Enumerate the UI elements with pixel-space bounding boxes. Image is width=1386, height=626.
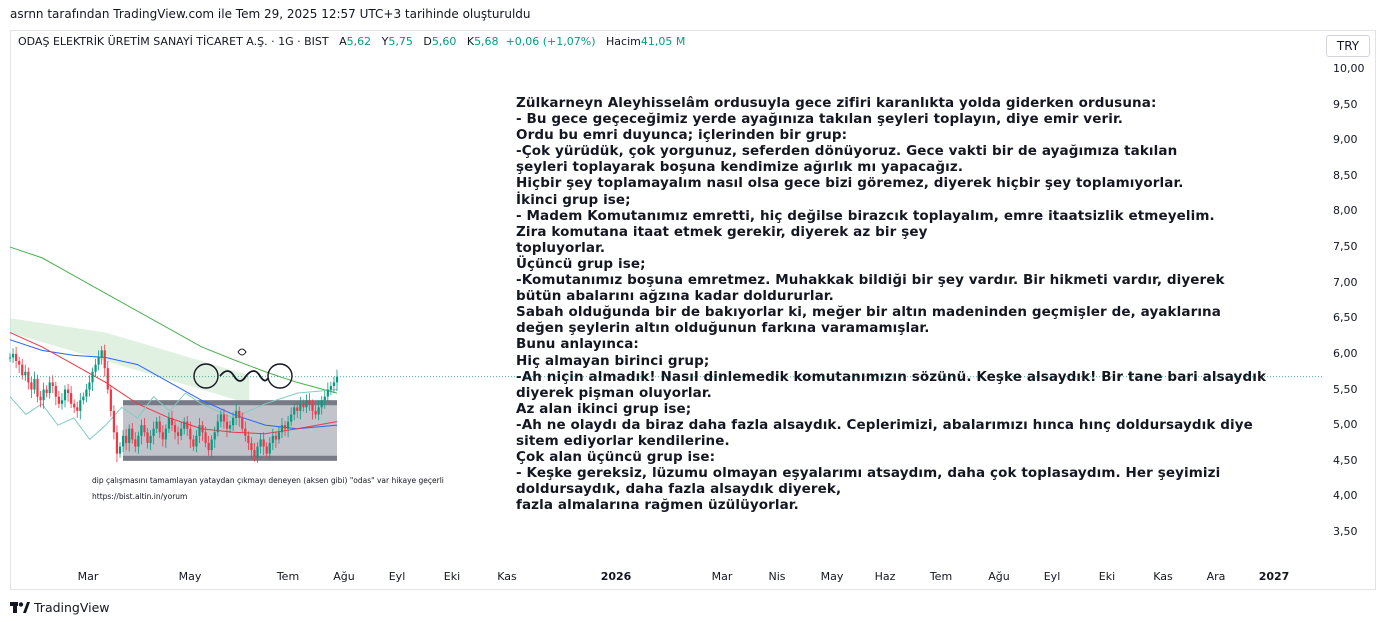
y-tick-label: 7,00 [1333,275,1358,289]
candle-body [156,422,158,429]
candle-body [180,429,182,436]
candle-body [85,390,87,397]
tradingview-brand[interactable] [10,600,110,615]
candle-body [125,436,127,443]
candle-body [214,432,216,439]
x-tick-label: Eyl [1043,570,1061,583]
y-tick-label: 8,00 [1333,204,1358,218]
x-tick-label: Tem [276,570,300,583]
candle-body [55,386,57,397]
y-tick-label: 5,00 [1333,418,1358,432]
x-tick-label: May [820,570,844,583]
candle-body [94,365,96,372]
y-tick-label: 9,50 [1333,97,1358,111]
story-line: değen şeylerin altın olduğunun farkına varamamışlar. [516,320,930,337]
candle-body [116,432,118,453]
story-line: - Madem Komutanımız emretti, hiç değilse birazcık toplayalım, emre itaatsizlik etmeyelim. [516,207,1215,224]
candle-body [64,390,66,401]
y-tick-label: 8,50 [1333,168,1358,182]
story-line: - Keşke gereksiz, lüzumu olmayan eşyalarımı atsaydım, daha çok toplasaydım. Her şeyimizi [516,465,1221,482]
candle-body [143,425,145,432]
candle-body [253,450,255,457]
x-tick-label: Ara [1206,570,1226,583]
x-tick-label: Mar [77,570,99,583]
candle-body [88,382,90,389]
candle-body [308,400,310,404]
story-line: doldursaydık, daha fazla alsaydık diyerek, [516,481,842,498]
candle-body [229,425,231,429]
candle-body [15,354,17,361]
candle-body [171,418,173,425]
candle-body [272,436,274,443]
candle-body [134,439,136,446]
x-tick-label: Haz [874,570,896,583]
candle-body [140,425,142,436]
candle-body [110,390,112,411]
candle-body [284,425,286,429]
brand-name: TradingView [34,600,110,615]
candle-body [76,407,78,411]
candle-body [49,382,51,393]
candle-body [46,390,48,394]
story-line: Bunu anlayınca: [516,336,639,353]
high-value: 5,75 [388,35,413,48]
story-line: -Ah ne olaydı da biraz daha fazla alsaydık. Ceplerimizi, abalarımızı hınca hınç doldursaydık diye [516,416,1253,433]
candle-body [30,382,32,389]
story-line: Az alan ikinci grup ise; [516,400,692,417]
candle-body [186,422,188,429]
candle-body [311,404,313,411]
candle-body [232,418,234,425]
candle-body [238,411,240,418]
x-tick-label: Mar [711,570,733,583]
candle-body [113,411,115,432]
candle-body [174,425,176,432]
candle-body [39,397,41,401]
x-tick-label: Kas [1153,570,1173,583]
candle-body [315,411,317,415]
story-line: Zira komutana itaat etmek gerekir, diyerek az bir şey [516,223,928,240]
candle-body [327,390,329,397]
x-tick-label: Eki [443,570,461,583]
y-tick-label: 9,00 [1333,133,1358,147]
close-label: K [466,35,475,48]
story-line: bütün abalarını ağzına kadar doldururlar. [516,288,834,305]
fist-drawing-right [268,364,292,388]
x-tick-label: Ağu [333,570,355,583]
story-line: Sabah olduğunda bir de bakıyorlar ki, meğer bir altın madeninden geçmişler de, ayaklarına [516,304,1221,321]
candle-body [189,429,191,440]
story-line: fazla almalarına rağmen üzülüyorlar. [516,497,799,514]
y-tick-label: 6,50 [1333,311,1358,325]
candle-body [52,382,54,386]
volume-value: 41,05 M [640,35,686,48]
close-value: 5,68 [474,35,499,48]
x-tick-label: 2026 [600,570,632,583]
y-tick-label: 6,00 [1333,346,1358,360]
story-line: Üçüncü grup ise; [516,255,646,272]
candle-body [98,357,100,364]
candle-body [296,407,298,411]
candle-body [168,418,170,429]
low-label: D [423,35,432,48]
candle-body [21,365,23,376]
story-line: -Komutanımız boşuna emretmez. Muhakkak bildiği bir şey vardır. Bir hikmeti vardır, diyerek [516,272,1225,289]
candle-body [281,425,283,432]
candle-body [153,429,155,436]
chart-caption: asrnn tarafından TradingView.com ile Tem 29, 2025 12:57 UTC+3 tarihinde oluşturuldu [10,7,531,21]
candle-body [70,393,72,404]
x-tick-label: Tem [929,570,953,583]
candle-body [195,436,197,447]
candle-body [36,379,38,397]
candle-body [107,368,109,389]
y-tick-label: 4,00 [1333,489,1358,503]
candle-body [330,386,332,390]
open-label: A [339,35,347,48]
x-tick-label: 2027 [1258,570,1290,583]
annotation-note: dip çalışmasını tamamlayan yataydan çıkmayı deneyen (aksen gibi) "odas" var hikaye geçerli [92,476,444,485]
story-line: Zülkarneyn Aleyhisselâm ordusuyla gece zifiri karanlıkta yolda giderken ordusuna: [516,95,1157,111]
candle-body [299,404,301,411]
candle-body [165,429,167,440]
candle-body [61,400,63,404]
tradingview-logo-icon [10,602,30,614]
candle-body [235,411,237,418]
candle-body [131,429,133,440]
change-value: +0,06 (+1,07%) [505,35,596,48]
y-tick-label: 4,50 [1333,453,1358,467]
story-line: İkinci grup ise; [516,191,631,208]
candle-body [336,377,338,383]
candle-body [192,439,194,446]
candle-body [256,447,258,458]
range-box-bottom-band [123,456,337,461]
candle-body [33,379,35,390]
candle-body [318,407,320,414]
chain-link-drawing [238,349,246,355]
story-line: Çok alan üçüncü grup ise: [516,449,716,466]
candle-body [122,436,124,447]
candle-body [293,407,295,414]
candle-body [24,372,26,376]
candle-body [18,361,20,365]
x-tick-label: Nis [768,570,786,583]
candle-body [201,425,203,432]
candle-body [67,390,69,394]
candle-body [269,443,271,454]
candle-body [223,414,225,421]
candle-body [183,422,185,429]
volume-label: Hacim [606,35,641,48]
story-line: Ordu bu emri duyunca; içlerinden bir grup: [516,127,848,144]
x-tick-label: Kas [497,570,517,583]
candle-body [321,400,323,407]
x-tick-label: Eyl [388,570,406,583]
candle-body [266,447,268,454]
candle-body [73,404,75,408]
candle-body [247,436,249,443]
candle-body [244,429,246,436]
candle-body [104,350,106,368]
y-tick-label: 5,50 [1333,382,1358,396]
candle-body [208,443,210,450]
candle-body [101,350,103,357]
x-tick-label: Eki [1098,570,1116,583]
candle-body [204,432,206,443]
candle-body [278,432,280,439]
candle-body [275,436,277,440]
range-box-top-band [123,400,337,405]
candle-body [82,397,84,401]
candle-body [198,425,200,436]
candle-body [217,422,219,433]
candle-body [241,418,243,429]
candle-body [162,432,164,439]
candle-body [250,443,252,450]
story-line: - Bu gece geçeceğimiz yerde ayağınıza takılan şeyleri toplayın, diye emir verir. [516,111,1124,128]
candle-body [287,422,289,429]
candle-body [259,439,261,446]
candle-body [119,447,121,454]
story-line: şeyleri toplayarak boşuna kendimize ağırlık mı yapacağız. [516,159,964,176]
high-label: Y [381,35,389,48]
x-tick-label: Ağu [988,570,1010,583]
candle-body [302,404,304,408]
candle-body [333,382,335,386]
candle-body [226,422,228,429]
candle-body [137,436,139,447]
story-text [516,95,1266,513]
story-line: -Çok yürüdük, çok yorgunuz, seferden dönüyoruz. Gece vakti bir de ayağımıza takılan [516,143,1178,160]
candle-body [149,436,151,443]
candle-body [263,439,265,446]
x-tick-label: May [178,570,202,583]
candle-body [290,414,292,421]
candle-body [177,432,179,436]
candle-body [79,400,81,411]
symbol-name: ODAŞ ELEKTRİK ÜRETİM SANAYİ TİCARET A.Ş. · 1G · BIST [18,35,329,48]
currency-button[interactable]: TRY [1326,35,1370,57]
candle-body [305,400,307,407]
story-line: Hiç almayan birinci grup; [516,352,710,369]
candle-body [146,432,148,443]
candle-body [324,397,326,401]
low-value: 5,60 [431,35,457,48]
y-tick-label: 7,50 [1333,240,1358,254]
story-line: -Ah niçin almadık! Nasıl dinlemedik komutanımızın sözünü. Keşke alsaydık! Bir tane bari alsaydık [516,368,1267,385]
story-line: Hiçbir şey toplamayalım nasıl olsa gece bizi göremez, diyerek hiçbir şey toplamıyorlar. [516,175,1184,192]
open-value: 5,62 [346,35,372,48]
candle-body [58,397,60,404]
story-line: topluyorlar. [516,239,606,256]
annotation-link: https://bist.altin.in/yorum [92,492,188,501]
y-tick-label: 3,50 [1333,525,1358,538]
candle-body [159,422,161,433]
candle-body [9,357,11,358]
y-tick-label: 10,00 [1333,62,1365,75]
story-line: sitem ediyorlar kendilerine. [516,432,730,449]
candle-body [12,354,14,358]
candle-body [128,429,130,443]
candle-body [43,390,45,401]
story-line: diyerek pişman oluyorlar. [516,384,712,401]
candle-body [220,414,222,421]
candle-body [211,439,213,450]
